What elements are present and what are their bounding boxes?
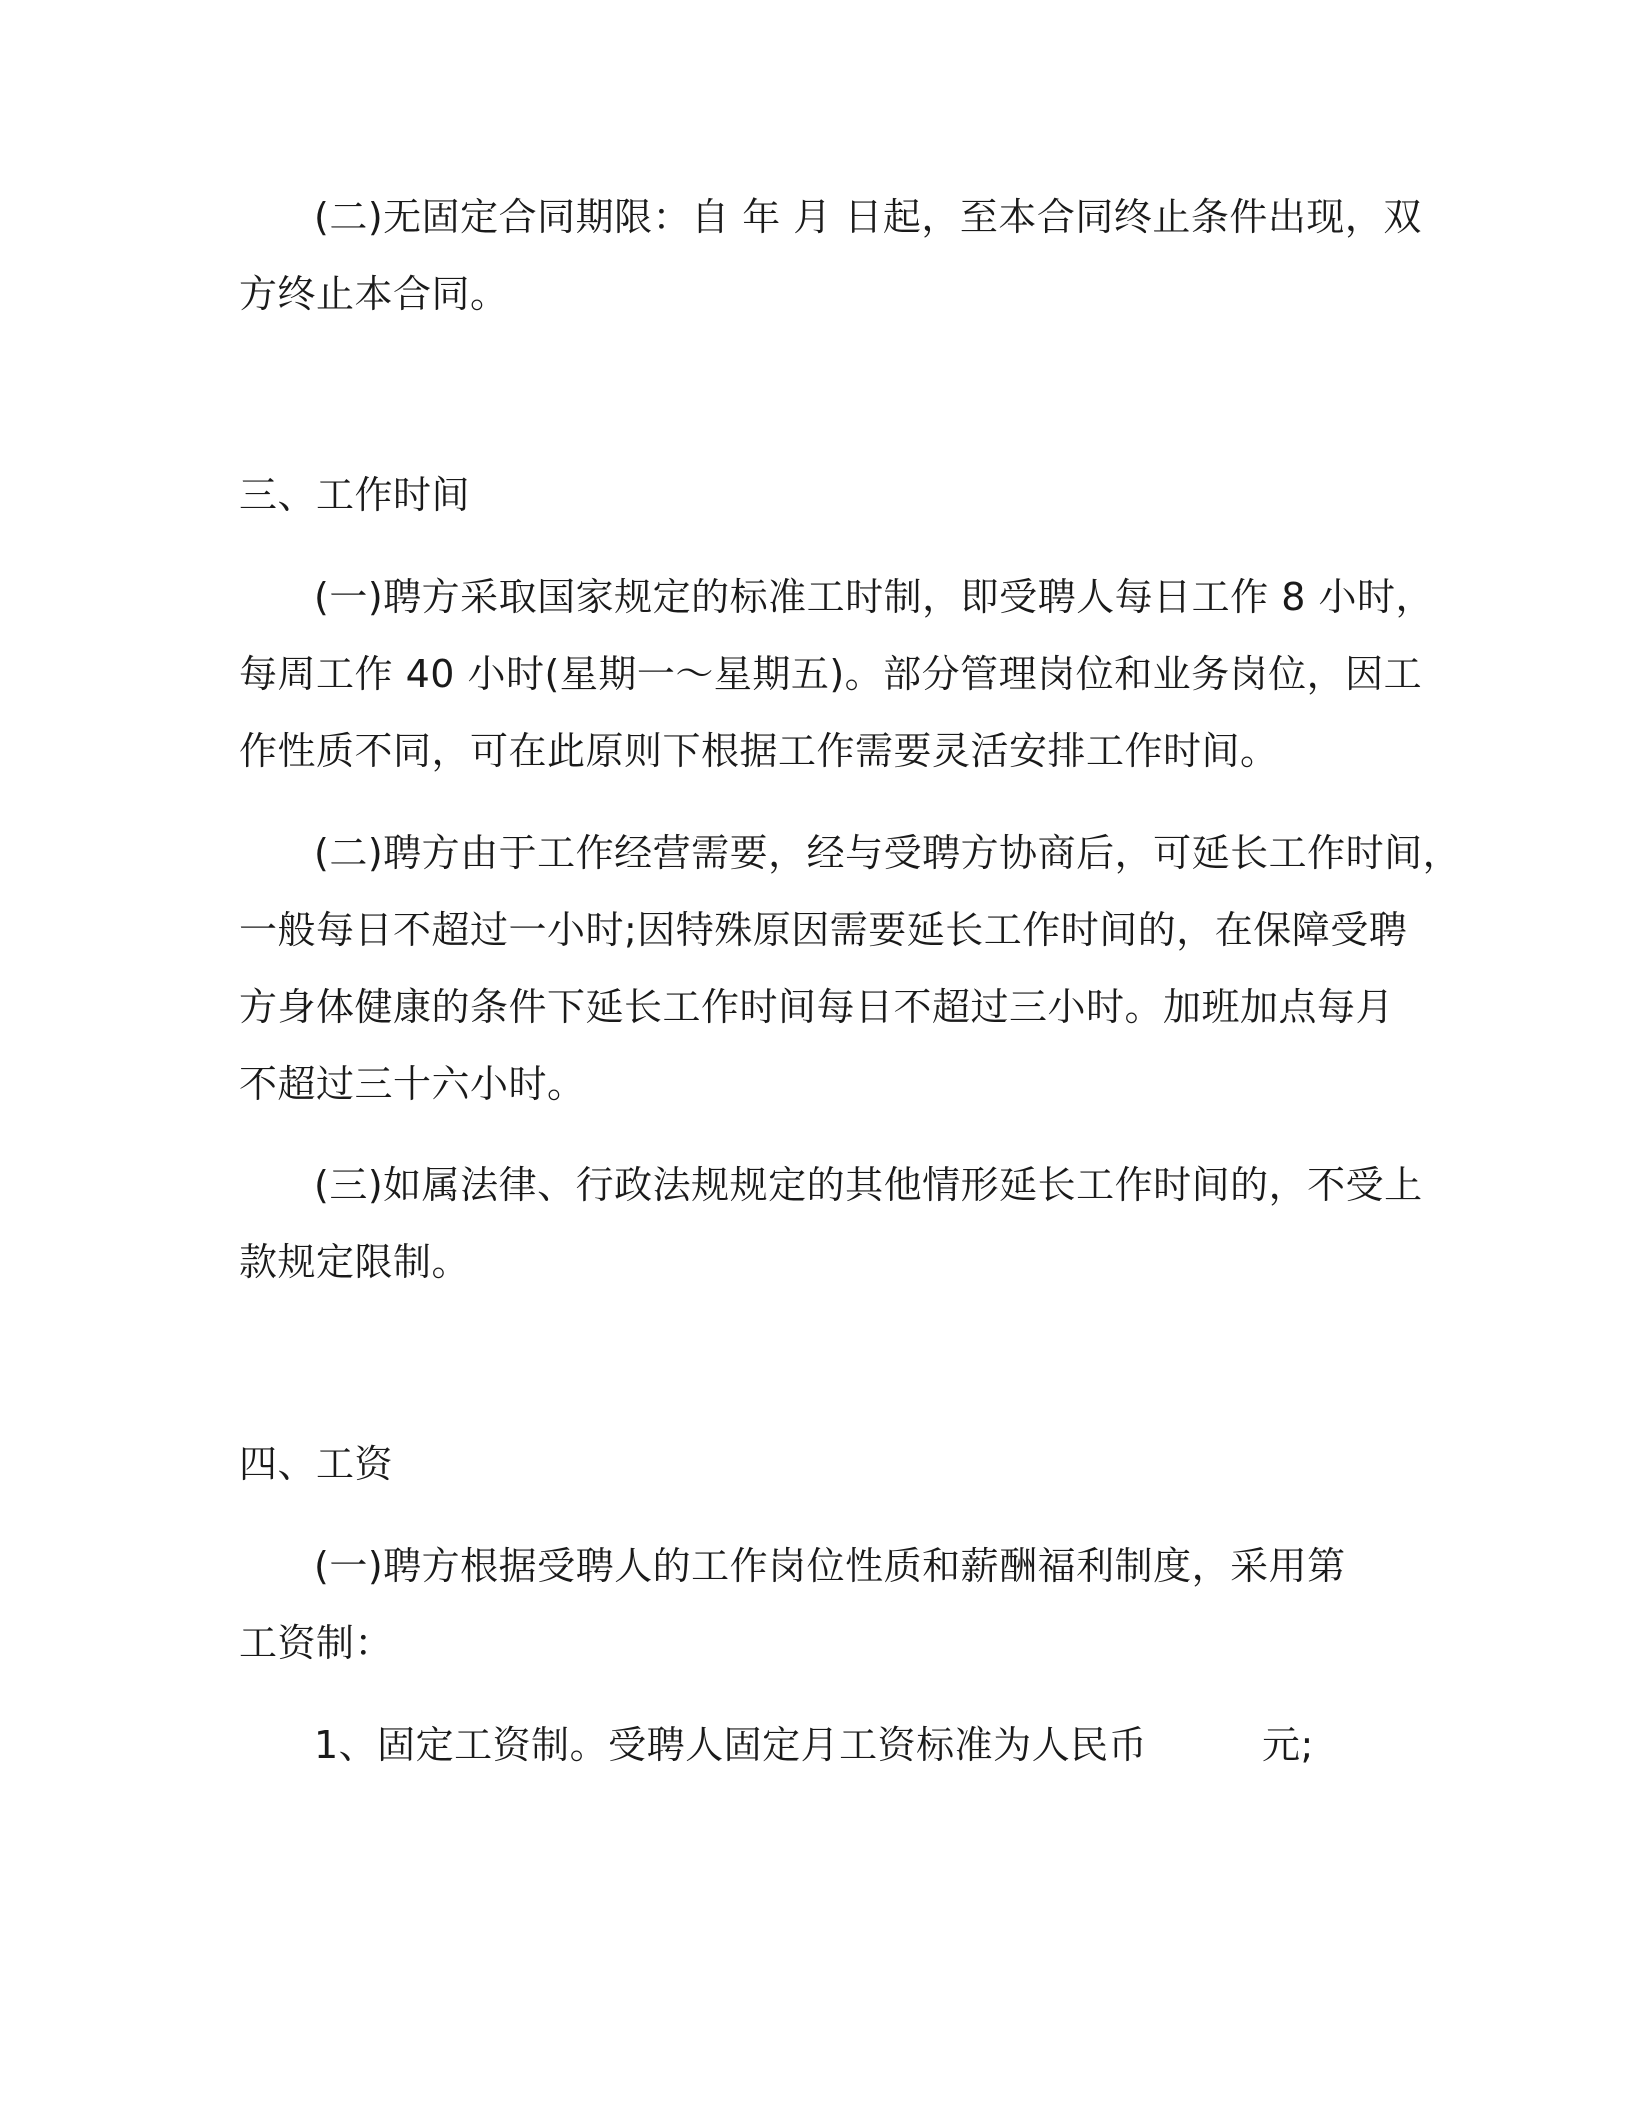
- paragraph-line: 作性质不同，可在此原则下根据工作需要灵活安排工作时间。: [239, 729, 1279, 773]
- paragraph-line: (二)无固定合同期限：自 年 月 日起，至本合同终止条件出现，双: [314, 195, 1422, 239]
- paragraph-line: 方终止本合同。: [239, 272, 509, 316]
- paragraph-line: (三)如属法律、行政法规规定的其他情形延长工作时间的，不受上: [314, 1163, 1423, 1207]
- paragraph-line: 一般每日不超过一小时;因特殊原因需要延长工作时间的，在保障受聘: [239, 908, 1408, 952]
- paragraph-line: 每周工作 40 小时(星期一～星期五)。部分管理岗位和业务岗位，因工: [239, 652, 1423, 696]
- paragraph-line: (一)聘方采取国家规定的标准工时制，即受聘人每日工作 8 小时，: [314, 575, 1434, 619]
- section-heading: 三、工作时间: [239, 473, 471, 517]
- paragraph-line: 方身体健康的条件下延长工作时间每日不超过三小时。加班加点每月: [239, 985, 1395, 1029]
- paragraph-line: (二)聘方由于工作经营需要，经与受聘方协商后，可延长工作时间，: [314, 831, 1462, 875]
- paragraph-line: 款规定限制。: [239, 1240, 471, 1284]
- paragraph-line-suffix: 元;: [1262, 1723, 1314, 1767]
- paragraph-line: (一)聘方根据受聘人的工作岗位性质和薪酬福利制度，采用第: [314, 1544, 1346, 1588]
- paragraph-line: 1、固定工资制。受聘人固定月工资标准为人民币: [314, 1723, 1148, 1767]
- section-heading: 四、工资: [239, 1442, 394, 1486]
- paragraph-line: 不超过三十六小时。: [239, 1062, 586, 1106]
- paragraph-line: 工资制：: [239, 1621, 394, 1665]
